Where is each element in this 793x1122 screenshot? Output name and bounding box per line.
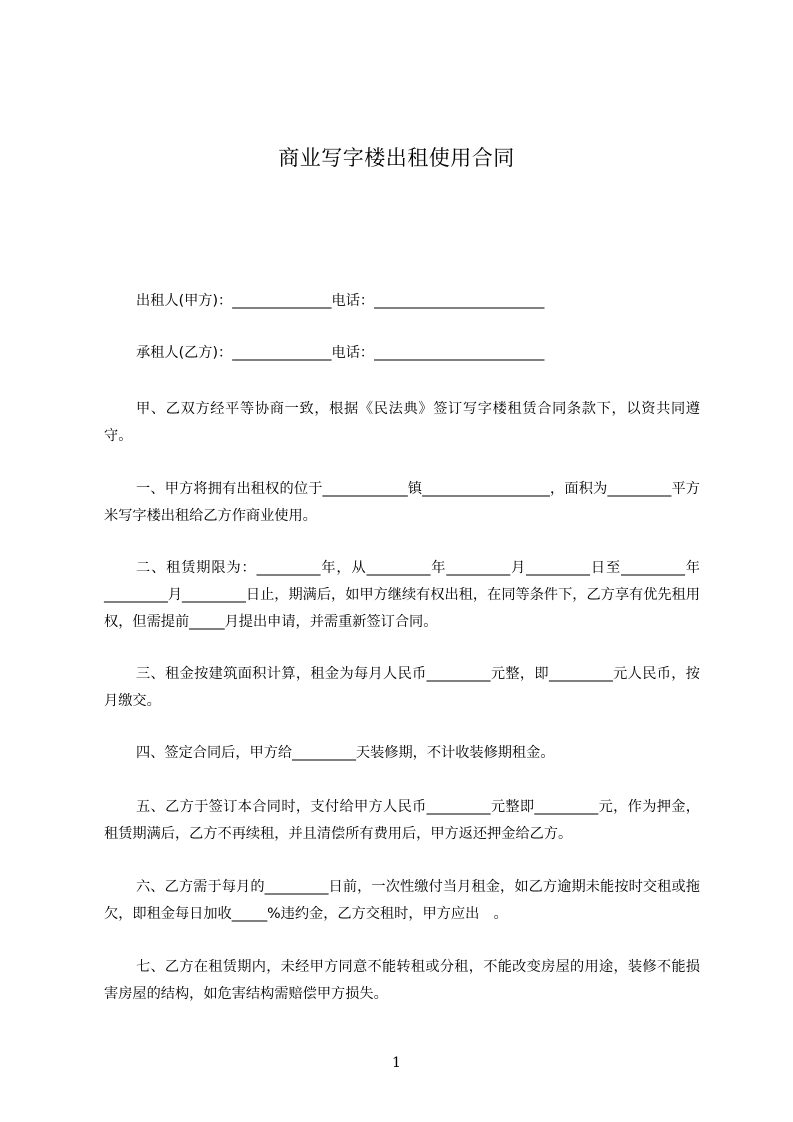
document-title: 商业写字楼出租使用合同	[278, 146, 515, 170]
clause-6: 六、乙方需于每月的_________日前，一次性缴付当月租金，如乙方逾期未能按时交租或拖欠，即租金每日加收_____%违约金，乙方交租时，甲方应出 。	[104, 879, 700, 922]
clause-2: 二、租赁期限为：_________年，从_________年_________月_________日至_________年_________月_________日止，期满后，如甲方继续有权出租，在同等条件下，乙方享有优先租用权，但需提前_____月提出申请，并需重新签订合同。	[104, 560, 700, 630]
lessee-line: 承租人(乙方)：______________电话：________________________	[136, 345, 545, 361]
lessor-line: 出租人(甲方)：______________电话：________________________	[136, 293, 545, 309]
preamble-paragraph: 甲、乙双方经平等协商一致，根据《民法典》签订写字楼租赁合同条款下，以资共同遵守。	[104, 401, 700, 444]
clause-3: 三、租金按建筑面积计算，租金为每月人民币_________元整，即_________元人民币，按月缴交。	[104, 666, 700, 709]
clause-7: 七、乙方在租赁期内，未经甲方同意不能转租或分租，不能改变房屋的用途，装修不能损害房屋的结构，如危害结构需赔偿甲方损失。	[104, 959, 700, 1002]
clause-5: 五、乙方于签订本合同时，支付给甲方人民币_________元整即_________元，作为押金，租赁期满后，乙方不再续租，并且清偿所有费用后，甲方返还押金给乙方。	[104, 799, 700, 842]
clause-4: 四、签定合同后，甲方给_________天装修期，不计收装修期租金。	[136, 745, 555, 761]
clause-1: 一、甲方将拥有出租权的位于____________镇__________________，面积为_________平方米写字楼出租给乙方作商业使用。	[104, 481, 700, 524]
page-number: 1	[392, 1055, 401, 1071]
